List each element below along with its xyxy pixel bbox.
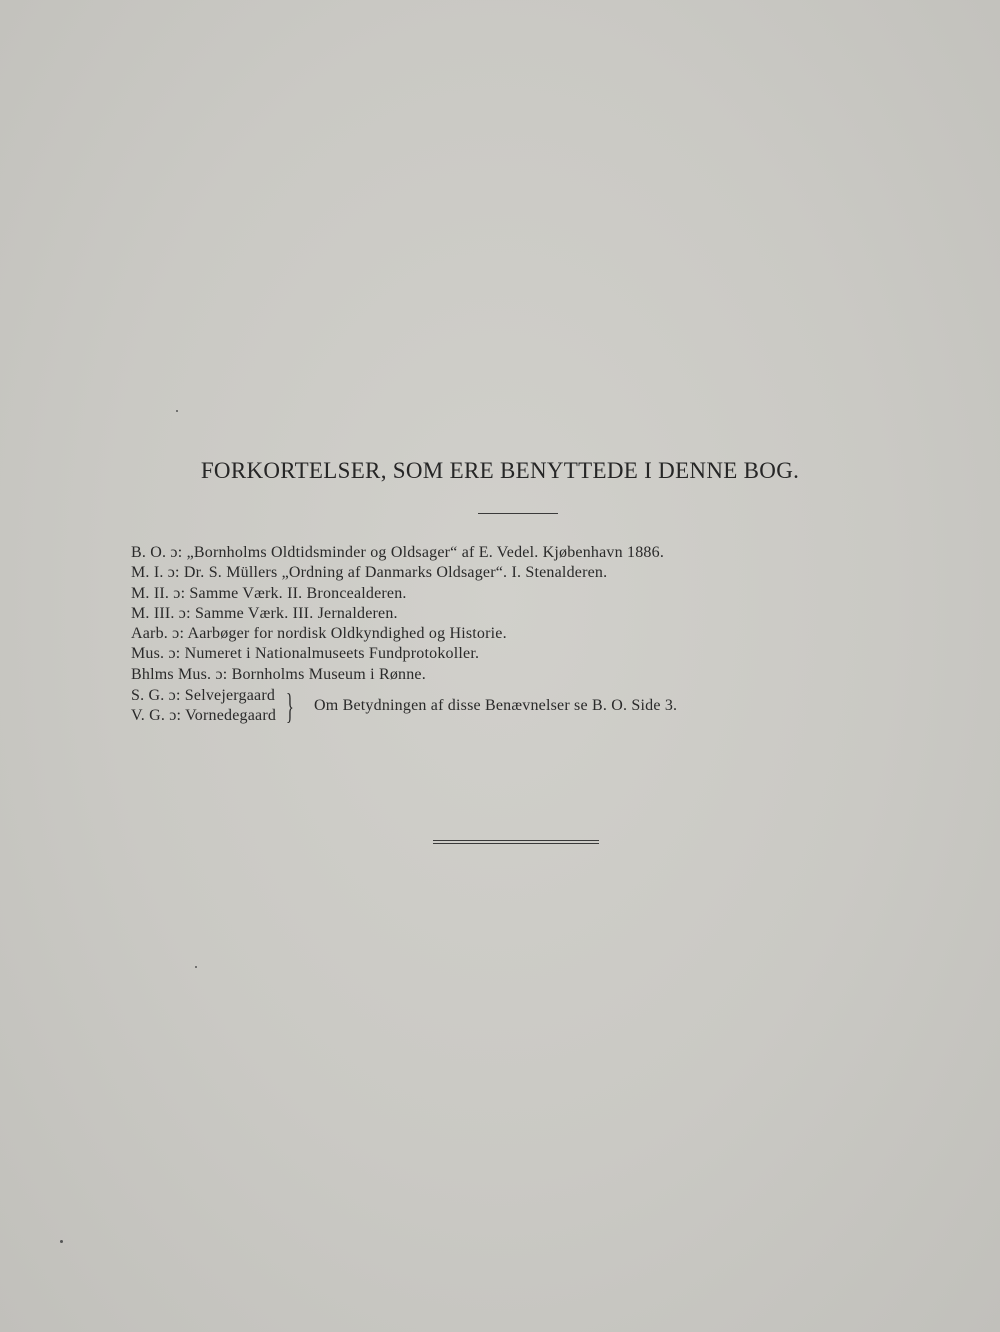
abbreviation-entry-bo: B. O. ɔ: „Bornholms Oldtidsminder og Oldsager“ af E. Vedel. Kjøbenhavn 1886. [131,544,665,561]
right-brace-icon: } [286,686,294,727]
abbreviation-entry-bhlms: Bhlms Mus. ɔ: Bornholms Museum i Rønne. [131,665,426,683]
abbreviation-entry-m3: M. III. ɔ: Samme Værk. III. Jernalderen. [131,604,398,622]
grouped-abbreviations [131,686,891,728]
abbreviation-list [131,543,891,728]
end-divider-line-top [433,840,599,841]
paper-speck [176,410,178,412]
abbreviation-entry-m2: M. II. ɔ: Samme Værk. II. Broncealderen. [131,584,407,602]
title-divider [478,513,558,514]
paper-speck [60,1240,63,1243]
abbreviation-entry-vg: V. G. ɔ: Vornedegaard [131,707,277,725]
end-divider-line-bottom [433,843,599,844]
end-divider [433,840,599,845]
abbreviation-entry-sg: S. G. ɔ: Selvejergaard [131,687,276,705]
abbreviation-entry-mus: Mus. ɔ: Numeret i Nationalmuseets Fundprotokoller. [131,645,480,663]
grouped-note: Om Betydningen af disse Benævnelser se B. O. Side 3. [314,697,678,715]
abbreviation-entry-aarb: Aarb. ɔ: Aarbøger for nordisk Oldkyndighed og Historie. [131,625,507,643]
paper-speck [195,966,197,968]
page-title: FORKORTELSER, SOM ERE BENYTTEDE I DENNE BOG. [200,458,800,483]
abbreviation-entry-m1: M. I. ɔ: Dr. S. Müllers „Ordning af Danmarks Oldsager“. I. Stenalderen. [131,564,608,582]
